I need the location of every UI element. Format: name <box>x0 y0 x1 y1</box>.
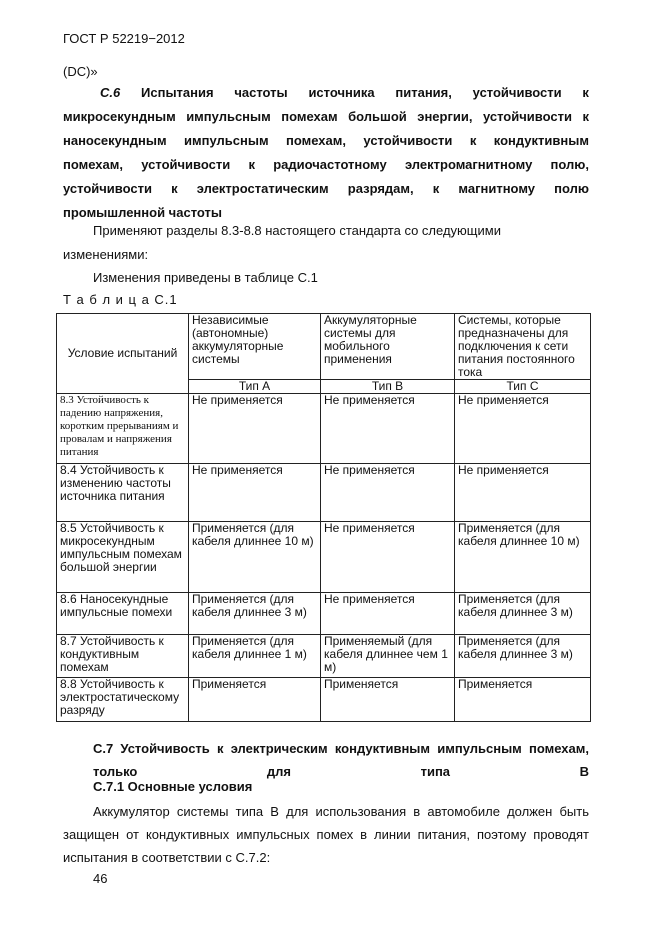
word: устойчивости <box>482 109 572 124</box>
row-type-c: Не применяется <box>455 464 591 522</box>
row-type-b: Не применяется <box>321 522 455 593</box>
word: энергии, <box>417 109 473 124</box>
row-type-b: Применяется <box>321 678 455 722</box>
section-c6-line <box>63 81 589 105</box>
table-header-row <box>57 314 591 380</box>
row-condition: 8.4 Устойчивость к изменению частоты источника питания <box>57 464 189 522</box>
word: импульсным <box>186 109 271 124</box>
word: устойчивости <box>141 157 231 172</box>
word: промышленной частоты <box>63 205 222 220</box>
paragraph-changes: Изменения приведены в таблице С.1 <box>93 270 318 285</box>
document-header: ГОСТ Р 52219−2012 <box>63 31 185 46</box>
section-c71-text: Аккумулятор системы типа В для использования в автомобиле должен быть защищен от кондуктивных импульсных помех в линии питания, поэтому проводят испытания в соответствии с С.7.2: <box>63 804 589 865</box>
table-row <box>57 593 591 635</box>
word: устойчивости <box>363 133 453 148</box>
row-type-c: Применяется (для кабеля длиннее 3 м) <box>455 593 591 635</box>
changes-table <box>56 313 591 722</box>
header-type-b: Аккумуляторные системы для мобильного применения <box>321 314 455 380</box>
row-type-c: Не применяется <box>455 394 591 464</box>
word: к <box>248 157 255 172</box>
word: помехам <box>281 109 338 124</box>
paragraph-applies <box>63 219 589 267</box>
word: помехам, <box>63 157 123 172</box>
section-c71-body <box>63 800 589 869</box>
row-condition: 8.6 Наносекундные импульсные помехи <box>57 593 189 635</box>
header-type-a: Независимые (автономные) аккумуляторные системы <box>189 314 321 380</box>
row-condition: 8.3 Устойчивость к падению напряжения, коротким прерываниям и провалам и напряжения питания <box>57 394 189 464</box>
word: микросекундным <box>63 109 176 124</box>
type-a-label: Тип А <box>189 380 321 394</box>
word: к <box>432 181 440 196</box>
table-row <box>57 635 591 678</box>
word: полю <box>554 181 589 196</box>
row-type-a: Применяется (для кабеля длиннее 1 м) <box>189 635 321 678</box>
section-c7-title: С.7 Устойчивость к электрическим кондуктивным импульсным помехам, только для типа В <box>93 741 589 779</box>
header-type-c: Системы, которые предназначены для подключения к сети питания постоянного тока <box>455 314 591 380</box>
row-type-b: Применяемый (для кабеля длиннее чем 1 м) <box>321 635 455 678</box>
word: питания, <box>395 85 452 100</box>
row-condition: 8.5 Устойчивость к микросекундным импульсным помехам большой энергии <box>57 522 189 593</box>
row-type-a: Не применяется <box>189 464 321 522</box>
paragraph-line: изменениями: <box>63 247 149 262</box>
section-c6-line <box>63 129 589 153</box>
section-c6-line <box>63 105 589 129</box>
section-c6-number: С.6 <box>100 85 121 100</box>
row-type-b: Не применяется <box>321 593 455 635</box>
page-number: 46 <box>93 871 108 886</box>
paragraph-line: Применяют разделы 8.3-8.8 настоящего стандарта со следующими <box>93 223 501 238</box>
table-caption: Т а б л и ц а С.1 <box>63 292 178 307</box>
header-condition: Условие испытаний <box>57 314 189 394</box>
row-condition: 8.7 Устойчивость к кондуктивным помехам <box>57 635 189 678</box>
section-c7-heading <box>63 737 589 783</box>
word: наносекундным <box>63 133 167 148</box>
row-condition: 8.8 Устойчивость к электростатическому разряду <box>57 678 189 722</box>
table-row <box>57 678 591 722</box>
row-type-c: Применяется <box>455 678 591 722</box>
row-type-c: Применяется (для кабеля длиннее 3 м) <box>455 635 591 678</box>
row-type-a: Применяется (для кабеля длиннее 3 м) <box>189 593 321 635</box>
word: разрядам, <box>347 181 414 196</box>
table-row <box>57 522 591 593</box>
word: кондуктивным <box>493 133 589 148</box>
word: к <box>582 109 589 124</box>
section-c6-line <box>63 177 589 201</box>
word: импульсным <box>184 133 269 148</box>
row-type-b: Не применяется <box>321 394 455 464</box>
row-type-b: Не применяется <box>321 464 455 522</box>
section-c71-heading: С.7.1 Основные условия <box>93 779 253 794</box>
section-c6-heading <box>63 81 589 225</box>
previous-text-tail: (DC)» <box>63 64 98 79</box>
word: частоты <box>234 85 288 100</box>
word: большой <box>348 109 407 124</box>
type-b-label: Тип В <box>321 380 455 394</box>
word: к <box>469 133 477 148</box>
word: помехам, <box>286 133 346 148</box>
word: Испытания <box>141 85 214 100</box>
word: электромагнитному <box>404 157 533 172</box>
row-type-a: Применяется <box>189 678 321 722</box>
word: радиочастотному <box>273 157 387 172</box>
table-row <box>57 394 591 464</box>
row-type-a: Не применяется <box>189 394 321 464</box>
type-c-label: Тип С <box>455 380 591 394</box>
word: магнитному <box>458 181 536 196</box>
word: устойчивости <box>472 85 562 100</box>
word: электростатическим <box>196 181 329 196</box>
row-type-a: Применяется (для кабеля длиннее 10 м) <box>189 522 321 593</box>
section-c6-line <box>63 153 589 177</box>
word: источника <box>308 85 375 100</box>
word: устойчивости <box>63 181 152 196</box>
table-row <box>57 464 591 522</box>
row-type-c: Применяется (для кабеля длиннее 10 м) <box>455 522 591 593</box>
word: к <box>582 85 589 100</box>
word: к <box>171 181 178 196</box>
word: полю, <box>550 157 589 172</box>
